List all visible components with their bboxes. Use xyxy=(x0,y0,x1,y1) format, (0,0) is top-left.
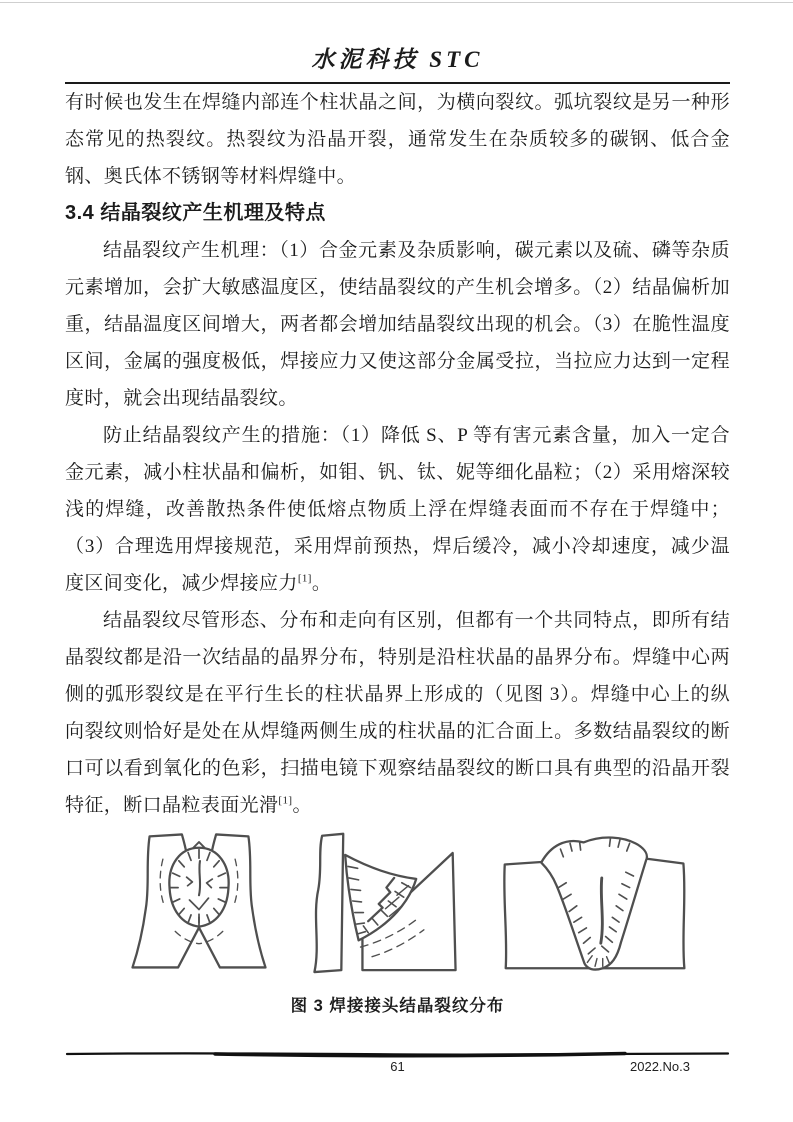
page-footer xyxy=(65,1049,730,1077)
footer-rule xyxy=(65,1049,730,1058)
paragraph-features-tail: 。 xyxy=(292,795,312,816)
vertical-plate-outline xyxy=(314,834,343,972)
footer-meta-row xyxy=(65,1059,730,1077)
paragraph-hot-crack-continued: 有时候也发生在焊缝内部连个柱状晶之间，为横向裂纹。弧坑裂纹是另一种形态常见的热裂纹。热裂纹为沿晶开裂，通常发生在杂质较多的碳钢、低合金钢、奥氏体不锈钢等材料焊缝中。 xyxy=(65,92,730,187)
x-groove-weld-oval-nugget-crack-sketch xyxy=(123,828,275,972)
article-body xyxy=(65,84,730,1016)
paragraph-features xyxy=(65,602,730,824)
paragraph-prevention-text: 防止结晶裂纹产生的措施：（1）降低 S、P 等有害元素含量，加入一定合金元素，减小柱状晶和偏析，如钼、钒、钛、妮等细化晶粒；（2）采用熔深较浅的焊缝，改善散热条件使低熔点物质上浮在焊缝表面而不存在于焊缝中；（3）合理选用焊接规范，采用焊前预热，焊后缓冷，减小冷却速度，减少温度区间变化，减少焊接应力 xyxy=(65,425,730,594)
figure-3 xyxy=(65,828,730,1016)
paragraph-prevention xyxy=(65,417,730,602)
corner-weld-triangular-bead-crack-sketch xyxy=(301,828,469,974)
crack-line xyxy=(199,861,200,895)
journal-title: 水泥科技 STC xyxy=(311,47,484,72)
scan-edge-line xyxy=(0,2,793,3)
citation-ref-1b: [1] xyxy=(278,794,293,807)
issue-label: 2022.No.3 xyxy=(630,1059,690,1074)
paragraph-prevention-tail: 。 xyxy=(311,573,332,594)
centerline-crack xyxy=(601,878,603,943)
paragraph-mechanism: 结晶裂纹产生机理：（1）合金元素及杂质影响，碳元素以及硫、磷等杂质元素增加，会扩大敏感温度区，使结晶裂纹的产生机会增多。（2）结晶偏析加重，结晶温度区间增大，两者都会增加结晶裂纹出现的机会。（3）在脆性温度区间，金属的强度极低，焊接应力又使这部分金属受拉，当拉应力达到一定程度时，就会出现结晶裂纹。 xyxy=(65,240,730,409)
butt-weld-centerline-crack-sketch xyxy=(495,828,697,974)
page-header xyxy=(65,44,730,84)
figure-caption: 图 3 焊接接头结晶裂纹分布 xyxy=(290,997,505,1015)
section-heading-3-4: 3.4 结晶裂纹产生机理及特点 xyxy=(65,202,326,224)
citation-ref-1: [1] xyxy=(297,572,312,585)
paragraph-features-text: 结晶裂纹尽管形态、分布和走向有区别，但都有一个共同特点，即所有结晶裂纹都是沿一次结晶的晶界分布，特别是沿柱状晶的晶界分布。焊缝中心两侧的弧形裂纹是在平行生长的柱状晶界上形成的（见图 3）。焊缝中心上的纵向裂纹则恰好是处在从焊缝两侧生成的柱状晶的汇合面上。多数结晶裂纹的断口可以看到氧化的色彩，扫描电镜下观察结晶裂纹的断口具有典型的沿晶开裂特征，断口晶粒表面光滑 xyxy=(65,610,730,816)
page-number: 61 xyxy=(390,1059,405,1074)
figure-sketch-row xyxy=(123,828,730,976)
